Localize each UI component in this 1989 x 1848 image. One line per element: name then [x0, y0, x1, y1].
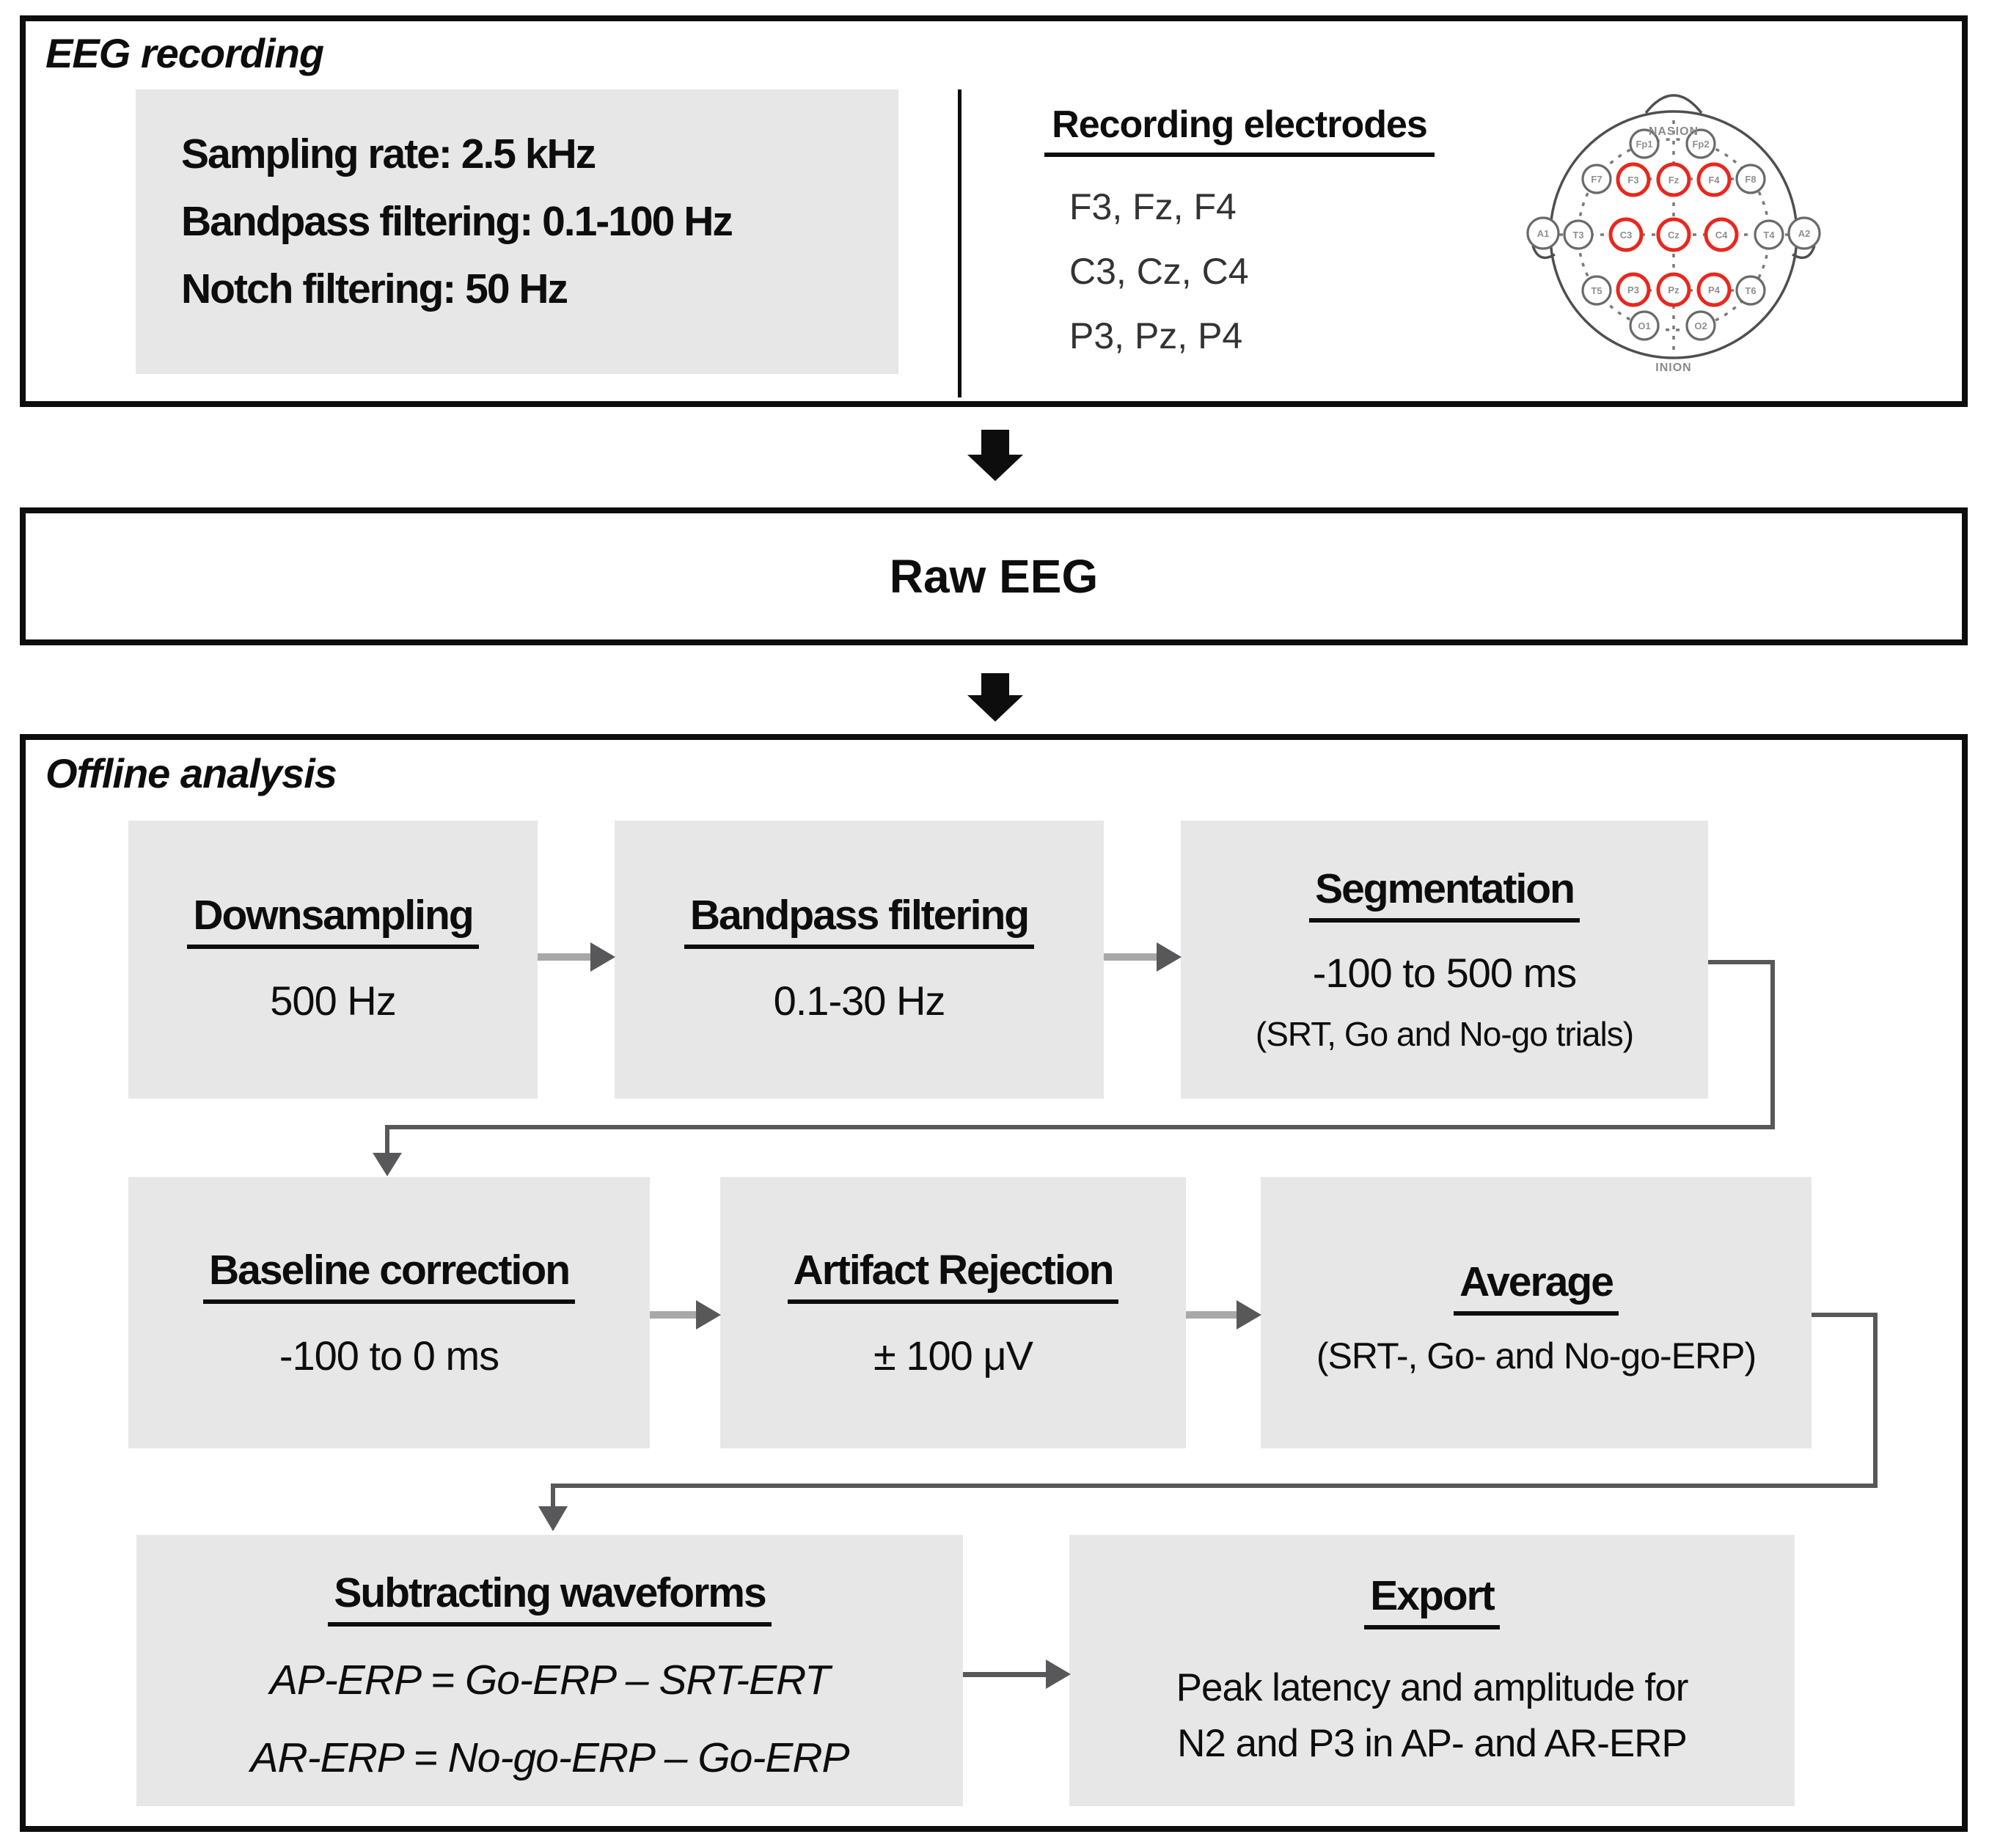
electrode-pz: [1658, 274, 1689, 305]
raw-eeg-label: Raw EEG: [889, 550, 1099, 603]
electrode-t6: [1737, 276, 1765, 304]
baseline-value: -100 to 0 ms: [279, 1332, 499, 1379]
svg-text:P4: P4: [1708, 285, 1720, 296]
step-downsampling: [128, 821, 538, 1099]
artifact-title: Artifact Rejection: [788, 1247, 1119, 1304]
svg-text:F4: F4: [1708, 175, 1720, 186]
svg-text:Fp2: Fp2: [1692, 139, 1710, 150]
step-baseline-correction: [128, 1177, 650, 1448]
recording-electrodes-list: [1069, 175, 1249, 368]
electrode-f7: [1583, 165, 1611, 193]
electrode-a2: [1789, 218, 1820, 249]
svg-text:O1: O1: [1638, 320, 1651, 331]
svg-text:Pz: Pz: [1668, 285, 1680, 296]
svg-text:A1: A1: [1536, 228, 1550, 239]
svg-text:C3: C3: [1619, 230, 1633, 241]
bandpass-title: Bandpass filtering: [684, 892, 1034, 949]
electrode-cz: [1658, 219, 1689, 250]
segmentation-value: -100 to 500 ms: [1312, 949, 1577, 996]
svg-text:C4: C4: [1715, 230, 1728, 241]
acquisition-settings-box: [136, 89, 898, 374]
arrow-subtract-to-export-shaft: [963, 1672, 1047, 1677]
svg-text:F7: F7: [1591, 174, 1602, 185]
export-title: Export: [1364, 1573, 1500, 1629]
arrow-downsampling-to-bandpass-head: [590, 942, 615, 972]
electrode-a1: [1528, 218, 1558, 249]
arrow-artifact-to-average-shaft: [1186, 1311, 1237, 1319]
downsampling-title: Downsampling: [187, 892, 478, 949]
electrode-f8: [1737, 165, 1765, 193]
offline-analysis-section-title: Offline analysis: [45, 750, 337, 796]
average-title: Average: [1454, 1259, 1619, 1316]
svg-text:T5: T5: [1591, 285, 1602, 296]
vertical-divider: [958, 89, 961, 397]
artifact-value: ± 100 μV: [873, 1332, 1033, 1379]
recording-electrodes-title: Recording electrodes: [1044, 103, 1435, 157]
svg-text:P3: P3: [1627, 285, 1639, 296]
electrode-t4: [1755, 221, 1783, 249]
raw-eeg-box: [20, 507, 1968, 645]
nasion-label: NASION: [1648, 125, 1699, 138]
down-arrow-1-shaft: [981, 430, 1009, 455]
svg-text:Fz: Fz: [1668, 175, 1680, 186]
svg-text:T4: T4: [1763, 230, 1775, 241]
arrow-bandpass-to-segmentation-shaft: [1104, 953, 1157, 961]
electrode-t5: [1583, 276, 1611, 304]
segmentation-note: (SRT, Go and No-go trials): [1255, 1014, 1634, 1053]
svg-text:T6: T6: [1745, 285, 1757, 296]
segmentation-title: Segmentation: [1309, 866, 1580, 923]
arrow-bandpass-to-segmentation-head: [1157, 942, 1182, 972]
sampling-rate-line: Sampling rate: 2.5 kHz: [181, 131, 596, 177]
arrow-subtract-to-export-head: [1046, 1660, 1071, 1689]
export-line-2: N2 and P3 in AP- and AR-ERP: [1177, 1721, 1687, 1765]
electrode-f3: [1618, 164, 1649, 195]
electrode-t3: [1564, 221, 1592, 249]
electrode-f4: [1699, 164, 1729, 195]
baseline-title: Baseline correction: [203, 1247, 575, 1304]
svg-text:O2: O2: [1694, 320, 1707, 331]
electrode-o2: [1687, 312, 1715, 340]
arrow-baseline-to-artifact-shaft: [650, 1311, 697, 1319]
arrow-artifact-to-average-head: [1237, 1300, 1261, 1330]
step-subtracting-waveforms: [136, 1535, 963, 1806]
svg-text:T3: T3: [1572, 230, 1584, 241]
svg-text:Fp1: Fp1: [1635, 139, 1653, 150]
electrode-c3: [1611, 219, 1641, 250]
down-arrow-2-shaft: [981, 673, 1009, 695]
head-electrode-diagram: [1511, 67, 1841, 390]
eeg-recording-section-title: EEG recording: [45, 30, 324, 76]
electrode-row-parietal: P3, Pz, P4: [1069, 315, 1243, 356]
step-export: [1069, 1535, 1795, 1806]
ar-erp-formula: AR-ERP = No-go-ERP – Go-ERP: [250, 1734, 849, 1781]
svg-text:A2: A2: [1798, 228, 1811, 239]
subtract-title: Subtracting waveforms: [328, 1570, 771, 1627]
electrode-fz: [1658, 164, 1689, 195]
step-artifact-rejection: [720, 1177, 1186, 1448]
bandpass-filter-line: Bandpass filtering: 0.1-100 Hz: [181, 198, 732, 245]
inion-label: INION: [1655, 362, 1692, 374]
step-bandpass-filtering: [615, 821, 1104, 1099]
downsampling-value: 500 Hz: [270, 977, 396, 1024]
svg-text:F8: F8: [1745, 174, 1757, 185]
arrow-baseline-to-artifact-head: [696, 1300, 721, 1330]
electrode-row-frontal: F3, Fz, F4: [1069, 186, 1237, 227]
arrow-downsampling-to-bandpass-shaft: [538, 953, 591, 961]
electrode-row-central: C3, Cz, C4: [1069, 251, 1249, 292]
average-note: (SRT-, Go- and No-go-ERP): [1316, 1335, 1757, 1376]
step-segmentation: [1181, 821, 1708, 1099]
down-arrow-2-head: [967, 695, 1023, 722]
svg-text:Cz: Cz: [1668, 230, 1680, 241]
electrode-c4: [1706, 219, 1737, 250]
svg-text:F3: F3: [1627, 175, 1639, 186]
bandpass-value: 0.1-30 Hz: [773, 977, 945, 1024]
recording-electrodes-title-wrap: [997, 103, 1481, 157]
notch-filter-line: Notch filtering: 50 Hz: [181, 265, 568, 312]
export-line-1: Peak latency and amplitude for: [1176, 1665, 1688, 1709]
step-average: [1261, 1177, 1812, 1448]
down-arrow-1-head: [967, 455, 1023, 481]
electrode-p4: [1699, 274, 1729, 305]
electrode-p3: [1618, 274, 1649, 305]
electrode-o1: [1630, 312, 1658, 340]
ap-erp-formula: AP-ERP = Go-ERP – SRT-ERT: [269, 1656, 830, 1704]
